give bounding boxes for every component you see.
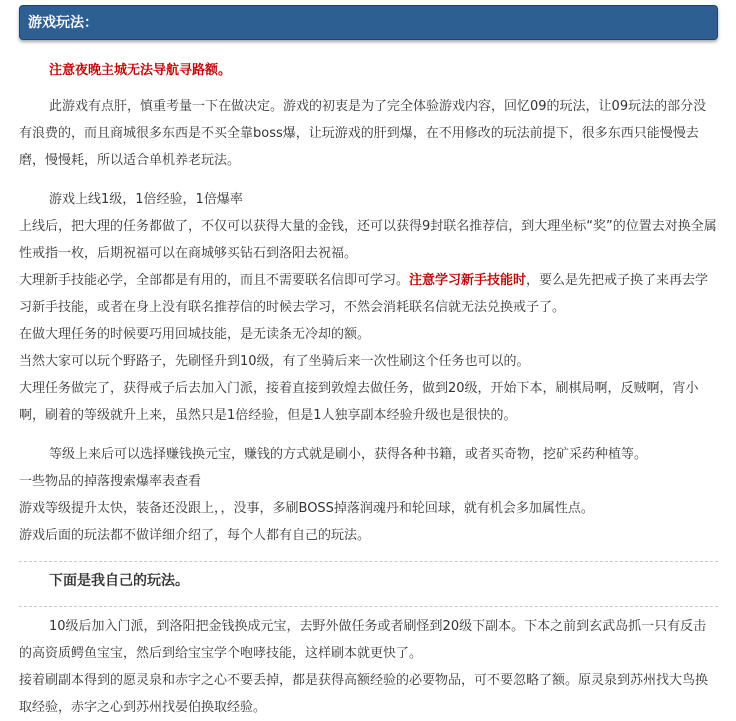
page xyxy=(0,5,736,715)
drops-line: 一些物品的掉落搜索爆率表查看 xyxy=(19,474,202,489)
article-body xyxy=(19,57,718,721)
teleport-paragraph: 在做大理任务的时候要巧用回城技能，是无读条无冷却的额。 xyxy=(19,327,371,342)
night-navigation-warning: 注意夜晚主城无法导航寻路额。 xyxy=(49,63,232,78)
skills-highlight: 注意学习新手技能时 xyxy=(409,273,527,288)
section-title: 游戏玩法： xyxy=(28,15,98,31)
rest-paragraph: 游戏后面的玩法都不做详细介绍了，每个人都有自己的玩法。 xyxy=(19,528,371,543)
section-divider xyxy=(19,561,718,562)
section-title-bar xyxy=(19,5,718,40)
dali-task-paragraph: 上线后，把大理的任务都做了，不仅可以获得大量的金钱，还可以获得9封联名推荐信，到大理坐标“奖”的位置去对换全属性戒指一枚，后期祝福可以在商城够买钻石到洛阳去祝福。 xyxy=(19,219,717,261)
wild-paragraph: 当然大家可以玩个野路子，先刷怪升到10级，有了坐骑后来一次性刷这个任务也可以的。 xyxy=(19,354,530,369)
intro-paragraph: 此游戏有点肝，慎重考量一下在做决定。游戏的初衷是为了完全体验游戏内容，回忆09的玩法，让09玩法的部分没有浪费的，而且商城很多东西是不买全靠boss爆，让玩游戏的肝到爆，在不用修改的玩法前提下，很多东西只能慢慢去磨，慢慢耗，所以适合单机养老玩法。 xyxy=(19,99,707,168)
my-way-paragraph-1: 10级后加入门派，到洛阳把金钱换成元宝，去野外做任务或者刷怪到20级下副本。下本之前到玄武岛抓一只有反击的高资质鳄鱼宝宝，然后到给宝宝学个咆哮技能，这样刷本就更快了。 xyxy=(19,619,707,661)
boss-paragraph: 游戏等级提升太快，装备还没跟上，，没事，多刷BOSS掉落润魂丹和轮回球，就有机会多加属性点。 xyxy=(19,501,594,516)
subsection-divider xyxy=(19,606,718,607)
sect-paragraph: 大理任务做完了，获得戒子后去加入门派，接着直接到敦煌去做任务，做到20级，开始下本，刷棋局啊，反贼啊，宵小啊，刷着的等级就升上来，虽然只是1倍经验，但是1人独享副本经验升级也是很快的。 xyxy=(19,381,699,423)
skills-paragraph xyxy=(19,267,718,321)
rates-line: 游戏上线1级，1倍经验，1倍爆率 xyxy=(49,192,243,207)
money-paragraph: 等级上来后可以选择赚钱换元宝，赚钱的方式就是刷小，获得各种书籍，或者买奇物，挖矿采药种植等。 xyxy=(49,447,648,462)
my-way-title: 下面是我自己的玩法。 xyxy=(49,573,189,589)
skills-text-post: ，要么是先把戒子换了来再去学习新手技能，或者在身上没有联名推荐信的时候去学习，不然会消耗联名信就无法兑换戒子了。 xyxy=(19,273,709,315)
my-way-paragraph-2: 接着刷副本得到的愿灵泉和赤字之心不要丢掉，都是获得高额经验的必要物品，可不要忽略了额。原灵泉到苏州找大鸟换取经验，赤字之心到苏州找晏伯换取经验。 xyxy=(19,673,709,715)
skills-text-pre: 大理新手技能必学，全部都是有用的，而且不需要联名信即可学习。 xyxy=(19,273,410,288)
